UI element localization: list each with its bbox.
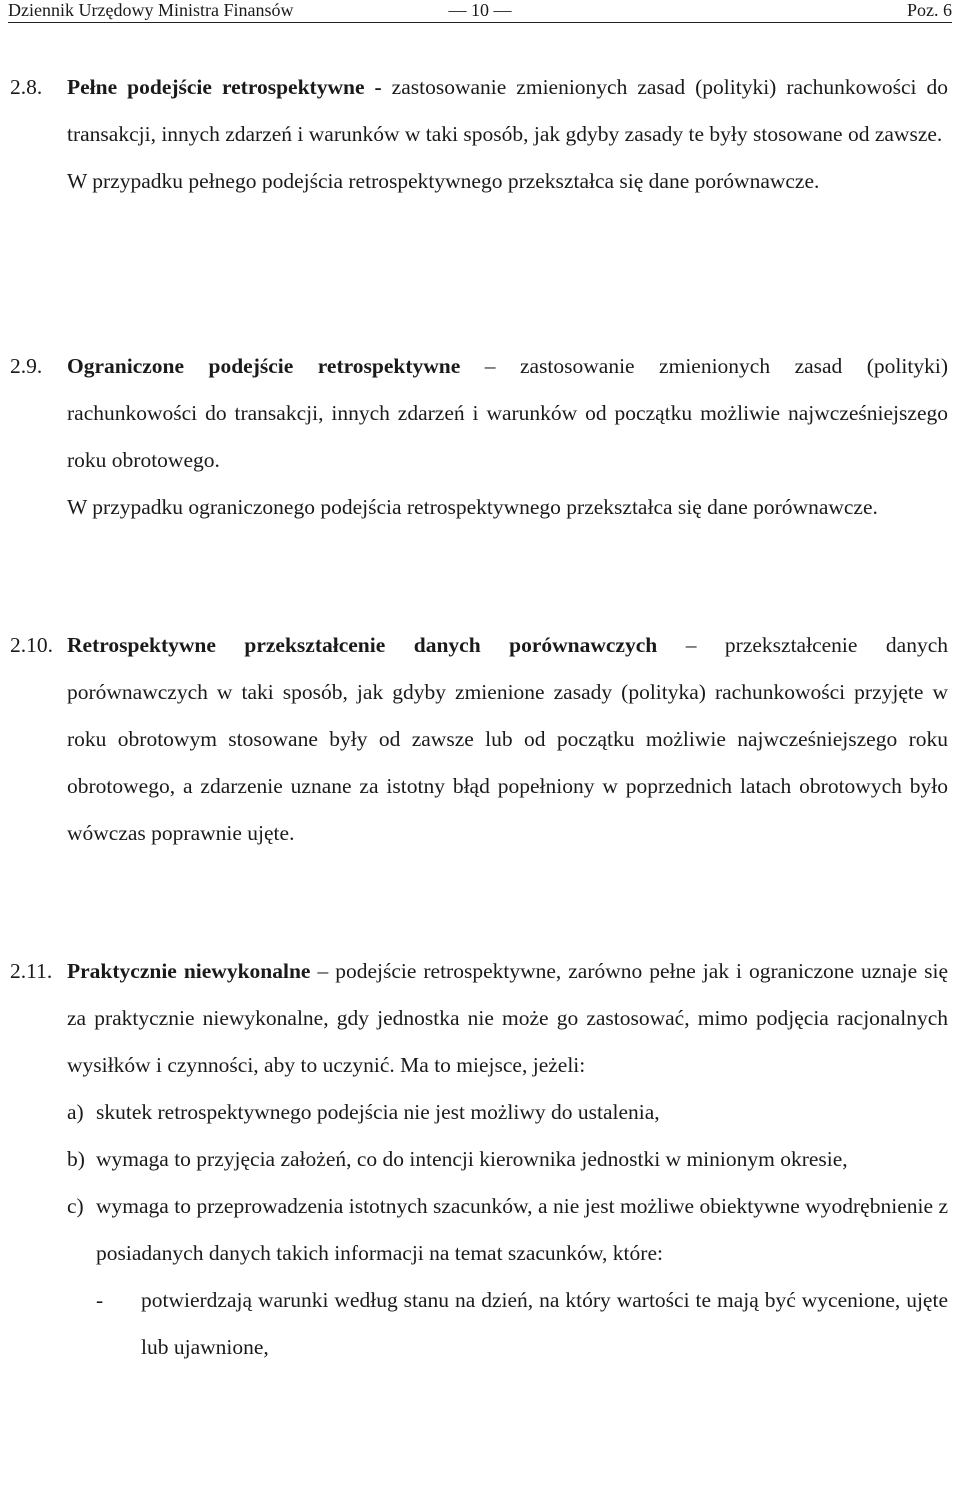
list-item	[67, 1089, 948, 1136]
section-number: 2.8.	[10, 75, 43, 99]
definition-2-8	[10, 64, 948, 205]
list-marker: -	[96, 1288, 104, 1312]
definition-2-9	[10, 343, 948, 531]
condition-list	[67, 1089, 948, 1277]
sub-condition-list	[67, 1277, 948, 1371]
definition-text: – przekształcenie danych porównawczych w taki sposób, jak gdyby zmienione zasady (polityka) rachunkowości przyjęte w roku obrotowym stosowane były od zawsze lub od początku możliwie najwcześniejszego roku obrotowego, a zdarzenie uznane za istotny błąd popełniony w poprzednich latach obrotowych było wówczas poprawnie ujęte.	[67, 633, 948, 845]
definition-text: zastosowanie zmienionych zasad (polityki) rachunkowości do transakcji, innych zdarzeń i warunków w taki sposób, jak gdyby zasady te były stosowane od zawsze.	[67, 75, 948, 146]
journal-title: Dziennik Urzędowy Ministra Finansów	[8, 0, 294, 20]
section-number: 2.11.	[10, 959, 53, 983]
definition-paragraph	[67, 622, 948, 857]
defined-term: Praktycznie niewykonalne	[67, 959, 311, 983]
list-marker: a)	[67, 1100, 84, 1124]
list-item-text: wymaga to przeprowadzenia istotnych szacunków, a nie jest możliwe obiektywne wyodrębnienie z posiadanych danych takich informacji na temat szacunków, które:	[96, 1194, 948, 1265]
definition-2-10	[10, 622, 948, 857]
definition-paragraph	[67, 948, 948, 1089]
list-marker: b)	[67, 1147, 85, 1171]
defined-term: Ograniczone podejście retrospektywne	[67, 354, 461, 378]
section-number: 2.10.	[10, 633, 53, 657]
section-number: 2.9.	[10, 354, 43, 378]
definition-text: – podejście retrospektywne, zarówno pełne jak i ograniczone uznaje się za praktycznie niewykonalne, gdy jednostka nie może go zastosować, mimo podjęcia racjonalnych wysiłków i czynności, aby to uczynić. Ma to miejsce, jeżeli:	[67, 959, 948, 1077]
list-item	[67, 1183, 948, 1277]
defined-term: Pełne podejście retrospektywne -	[67, 75, 382, 99]
page-header	[8, 0, 952, 23]
list-item-text: wymaga to przyjęcia założeń, co do intencji kierownika jednostki w minionym okresie,	[96, 1147, 848, 1171]
defined-term: Retrospektywne przekształcenie danych porównawczych	[67, 633, 658, 657]
list-marker: c)	[67, 1194, 84, 1218]
definition-note: W przypadku ograniczonego podejścia retrospektywnego przekształca się dane porównawcze.	[67, 495, 878, 519]
list-item	[96, 1277, 948, 1371]
page-number: — 10 —	[448, 0, 512, 20]
definition-paragraph	[67, 64, 948, 158]
list-item	[67, 1136, 948, 1183]
position-number: Poz. 6	[907, 0, 952, 20]
definition-paragraph	[67, 343, 948, 484]
list-item-text: skutek retrospektywnego podejścia nie jest możliwy do ustalenia,	[96, 1100, 660, 1124]
definition-text: – zastosowanie zmienionych zasad (polityki) rachunkowości do transakcji, innych zdarzeń i warunków od początku możliwie najwcześniejszego roku obrotowego.	[67, 354, 948, 472]
definition-note: W przypadku pełnego podejścia retrospektywnego przekształca się dane porównawcze.	[67, 169, 820, 193]
definition-2-11	[10, 948, 948, 1371]
list-item-text: potwierdzają warunki według stanu na dzień, na który wartości te mają być wycenione, ujęte lub ujawnione,	[141, 1288, 948, 1359]
